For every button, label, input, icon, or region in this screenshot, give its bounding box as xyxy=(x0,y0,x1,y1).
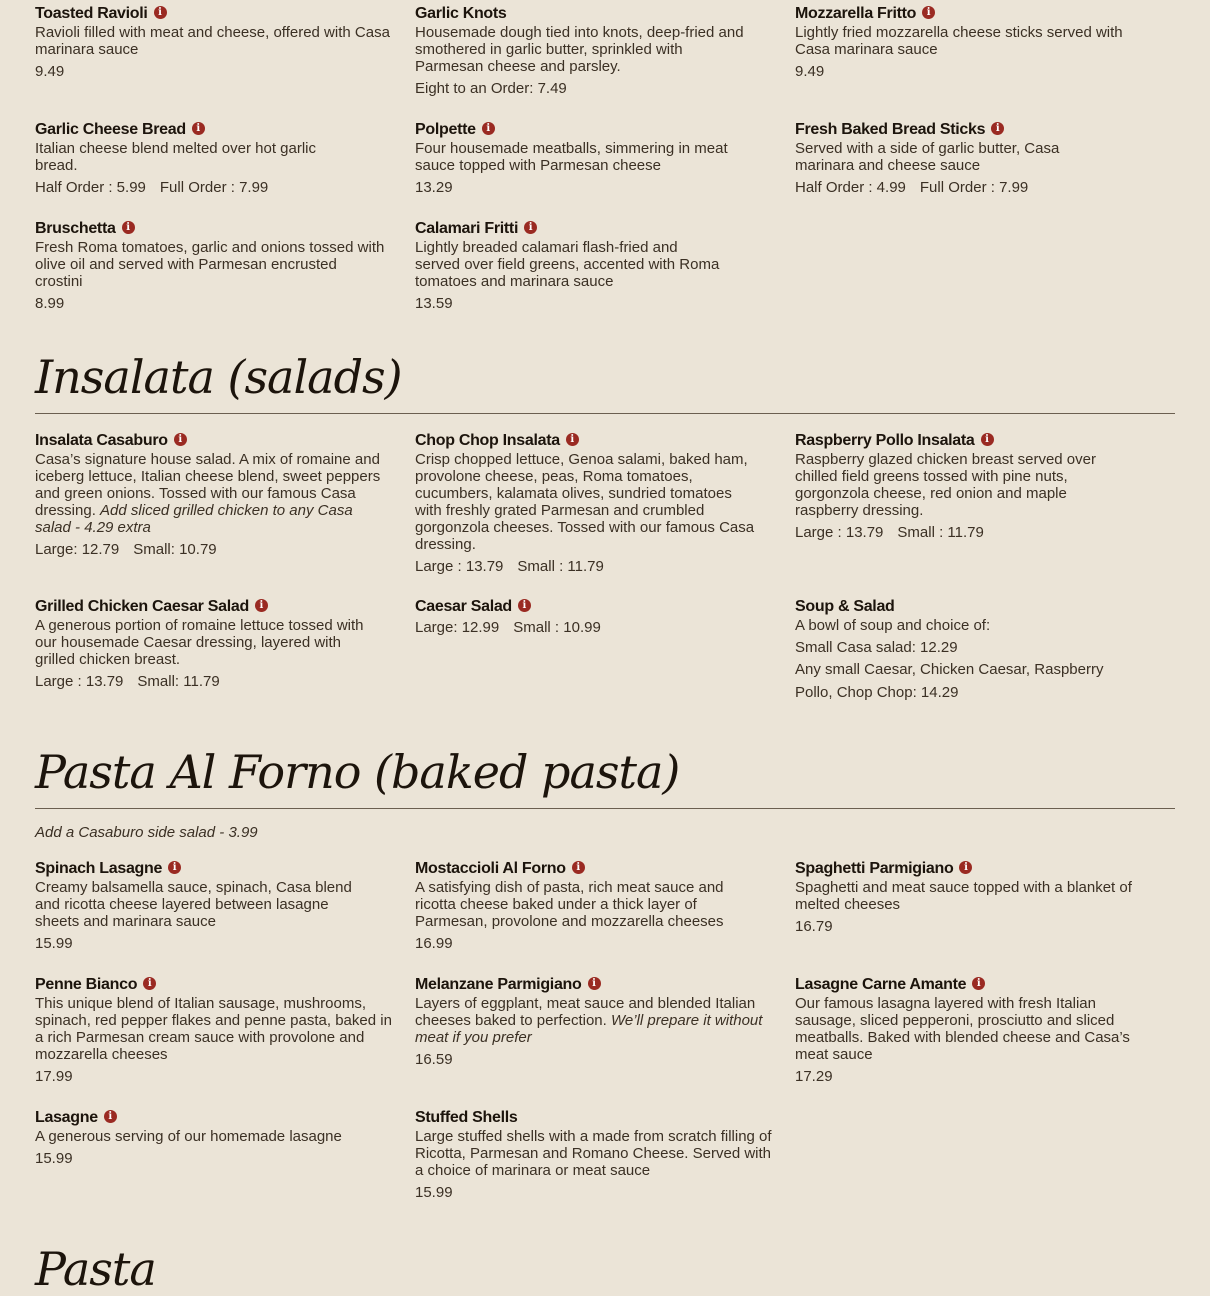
menu-item-price: 15.99 xyxy=(415,1184,453,1201)
menu-item-name[interactable]: Garlic Cheese Bread xyxy=(35,121,186,138)
menu-item xyxy=(415,121,735,196)
menu-item-price xyxy=(35,673,375,690)
info-icon[interactable]: i xyxy=(922,6,935,19)
soup-salad-option-1: Small Casa salad: 12.29 xyxy=(795,639,958,656)
section-title-baked-pasta: Pasta Al Forno (baked pasta) xyxy=(35,745,680,799)
menu-item-description: Spaghetti and meat sauce topped with a blanket of melted cheeses xyxy=(795,879,1132,913)
description-note: Add sliced grilled chicken to any Casa salad - 4.29 extra xyxy=(35,502,353,536)
info-icon[interactable]: i xyxy=(192,122,205,135)
menu-item xyxy=(795,5,1155,80)
price-half: Half Order : 4.99 xyxy=(795,179,906,196)
menu-item-description: Fresh Roma tomatoes, garlic and onions tossed with olive oil and served with Parmesan encrusted crostini xyxy=(35,239,385,290)
menu-item xyxy=(415,1109,777,1201)
menu-item-name[interactable]: Bruschetta xyxy=(35,220,116,237)
menu-item xyxy=(35,5,395,80)
menu-item-name[interactable]: Spinach Lasagne xyxy=(35,860,163,877)
menu-item-name[interactable]: Penne Bianco xyxy=(35,976,138,993)
price-small: Small : 11.79 xyxy=(517,558,604,575)
menu-item-description: Raspberry glazed chicken breast served over chilled field greens tossed with pine nuts, gorgonzola cheese, red onion and maple raspberry dressing. xyxy=(795,451,1096,519)
info-icon[interactable]: i xyxy=(572,861,585,874)
description-text: Layers of eggplant, meat sauce and blended Italian cheeses baked to perfection. xyxy=(415,995,756,1029)
price-large: Large : 13.79 xyxy=(35,673,124,690)
menu-item-name[interactable]: Lasagne Carne Amante xyxy=(795,976,967,993)
info-icon[interactable]: i xyxy=(566,433,579,446)
price-small: Small : 10.99 xyxy=(513,619,601,636)
menu-item xyxy=(415,860,760,952)
menu-item-description: Large stuffed shells with a made from scratch filling of Ricotta, Parmesan and Romano Cheese. Served with a choice of marinara or meat sauce xyxy=(415,1128,772,1179)
menu-item-price xyxy=(795,179,1095,196)
info-icon[interactable]: i xyxy=(104,1110,117,1123)
info-icon[interactable]: i xyxy=(255,599,268,612)
menu-item-price: 15.99 xyxy=(35,935,73,952)
info-icon[interactable]: i xyxy=(981,433,994,446)
info-icon[interactable]: i xyxy=(174,433,187,446)
info-icon[interactable]: i xyxy=(959,861,972,874)
menu-item xyxy=(35,121,355,196)
section-divider xyxy=(35,413,1175,414)
menu-item-description: A generous serving of our homemade lasagne xyxy=(35,1128,342,1145)
menu-item-description: A satisfying dish of pasta, rich meat sauce and ricotta cheese baked under a thick layer of Parmesan, provolone and mozzarella cheeses xyxy=(415,879,724,930)
menu-item-price: 17.29 xyxy=(795,1068,833,1085)
menu-item-description: Lightly breaded calamari flash-fried and served over field greens, accented with Roma tomatoes and marinara sauce xyxy=(415,239,720,290)
menu-item-price xyxy=(35,179,355,196)
description-text: Casa’s signature house salad. A mix of romaine and iceberg lettuce, Italian cheese blend, sweet peppers and green onions. Tossed with our famous Casa dressing. xyxy=(35,451,381,519)
menu-item xyxy=(35,860,375,952)
info-icon[interactable]: i xyxy=(524,221,537,234)
section-title-pasta: Pasta xyxy=(35,1242,156,1296)
menu-item-name[interactable]: Toasted Ravioli xyxy=(35,5,148,22)
menu-item-name[interactable]: Spaghetti Parmigiano xyxy=(795,860,954,877)
menu-item xyxy=(35,976,397,1085)
info-icon[interactable]: i xyxy=(154,6,167,19)
menu-item-name[interactable]: Mostaccioli Al Forno xyxy=(415,860,566,877)
menu-item-description: Housemade dough tied into knots, deep-fried and smothered in garlic butter, sprinkled with Parmesan cheese and parsley. xyxy=(415,24,744,75)
menu-item-description: Italian cheese blend melted over hot garlic bread. xyxy=(35,140,317,174)
price-large: Large : 13.79 xyxy=(415,558,504,575)
menu-item-price: 9.49 xyxy=(795,63,825,80)
price-large: Large: 12.79 xyxy=(35,541,120,558)
menu-item-description: Lightly fried mozzarella cheese sticks served with Casa marinara sauce xyxy=(795,24,1123,58)
menu-item-name[interactable]: Fresh Baked Bread Sticks xyxy=(795,121,986,138)
menu-item-name[interactable]: Soup & Salad xyxy=(795,598,895,615)
price-full: Full Order : 7.99 xyxy=(159,179,269,196)
menu-item-description: Four housemade meatballs, simmering in meat sauce topped with Parmesan cheese xyxy=(415,140,728,174)
menu-item-name[interactable]: Garlic Knots xyxy=(415,5,507,22)
menu-item xyxy=(795,860,1155,935)
menu-item-name[interactable]: Chop Chop Insalata xyxy=(415,432,560,449)
menu-item-name[interactable]: Caesar Salad xyxy=(415,598,512,615)
menu-item xyxy=(415,5,755,97)
info-icon[interactable]: i xyxy=(518,599,531,612)
menu-item-name[interactable]: Calamari Fritti xyxy=(415,220,519,237)
menu-item xyxy=(35,220,385,312)
menu-item-name[interactable]: Raspberry Pollo Insalata xyxy=(795,432,975,449)
menu-item-description: A bowl of soup and choice of: xyxy=(795,617,991,634)
price-large: Large: 12.99 xyxy=(415,619,500,636)
menu-item-description: Our famous lasagna layered with fresh Italian sausage, sliced pepperoni, prosciutto and sliced meatballs. Baked with blended cheese and Casa’s meat sauce xyxy=(795,995,1130,1063)
menu-item-description xyxy=(35,451,390,536)
menu-item-price: 13.59 xyxy=(415,295,453,312)
menu-item-name[interactable]: Polpette xyxy=(415,121,476,138)
menu-item-price xyxy=(415,558,760,575)
menu-item xyxy=(415,598,775,636)
menu-item xyxy=(795,598,1135,704)
section-divider xyxy=(35,808,1175,809)
menu-item-description: This unique blend of Italian sausage, mushrooms, spinach, red pepper flakes and penne pasta, baked in a rich Parmesan cream sauce with provolone and mozzarella cheeses xyxy=(35,995,392,1063)
menu-item xyxy=(795,432,1130,541)
info-icon[interactable]: i xyxy=(482,122,495,135)
price-small: Small: 11.79 xyxy=(137,673,220,690)
menu-item-price xyxy=(35,541,390,558)
menu-item-price xyxy=(795,524,1130,541)
menu-item-price: 17.99 xyxy=(35,1068,73,1085)
menu-item-price: 8.99 xyxy=(35,295,65,312)
info-icon[interactable]: i xyxy=(122,221,135,234)
menu-item-description xyxy=(415,995,777,1046)
menu-item-description: Served with a side of garlic butter, Casa marinara and cheese sauce xyxy=(795,140,1060,174)
menu-item xyxy=(35,432,390,558)
menu-item-price: Eight to an Order: 7.49 xyxy=(415,80,567,97)
section-title-salads: Insalata (salads) xyxy=(35,350,402,404)
menu-item-price xyxy=(415,619,775,636)
menu-item-price: 16.99 xyxy=(415,935,453,952)
menu-item xyxy=(795,121,1095,196)
menu-item xyxy=(415,976,777,1068)
menu-item-name[interactable]: Mozzarella Fritto xyxy=(795,5,917,22)
info-icon[interactable]: i xyxy=(143,977,156,990)
price-large: Large : 13.79 xyxy=(795,524,884,541)
menu-item-name[interactable]: Lasagne xyxy=(35,1109,98,1126)
menu-item-description: Ravioli filled with meat and cheese, offered with Casa marinara sauce xyxy=(35,24,390,58)
menu-item-name[interactable]: Stuffed Shells xyxy=(415,1109,518,1126)
info-icon[interactable]: i xyxy=(972,977,985,990)
menu-item xyxy=(35,1109,395,1167)
menu-item xyxy=(415,432,760,575)
price-small: Small : 11.79 xyxy=(897,524,984,541)
menu-item-price: 16.79 xyxy=(795,918,833,935)
menu-item-name[interactable]: Melanzane Parmigiano xyxy=(415,976,582,993)
menu-item xyxy=(35,598,375,690)
menu-item-description: Crisp chopped lettuce, Genoa salami, baked ham, provolone cheese, peas, Roma tomatoes, cucumbers, kalamata olives, sundried tomatoes with freshly grated Parmesan and crumbled gorgonzola cheeses. Tossed with our famous Casa dressing. xyxy=(415,451,755,553)
soup-salad-option-2: Any small Caesar, Chicken Caesar, Raspberry Pollo, Chop Chop: 14.29 xyxy=(795,661,1104,701)
menu-item xyxy=(795,976,1145,1085)
menu-item xyxy=(415,220,725,312)
info-icon[interactable]: i xyxy=(588,977,601,990)
menu-item-description: Creamy balsamella sauce, spinach, Casa blend and ricotta cheese layered between lasagne sheets and marinara sauce xyxy=(35,879,352,930)
menu-item-price: 13.29 xyxy=(415,179,453,196)
menu-item-price: 15.99 xyxy=(35,1150,73,1167)
price-full: Full Order : 7.99 xyxy=(919,179,1029,196)
price-half: Half Order : 5.99 xyxy=(35,179,146,196)
info-icon[interactable]: i xyxy=(168,861,181,874)
menu-item-price: 9.49 xyxy=(35,63,65,80)
menu-item-name[interactable]: Insalata Casaburo xyxy=(35,432,168,449)
menu-item-description: A generous portion of romaine lettuce tossed with our housemade Caesar dressing, layered with grilled chicken breast. xyxy=(35,617,364,668)
menu-item-name[interactable]: Grilled Chicken Caesar Salad xyxy=(35,598,249,615)
section-note: Add a Casaburo side salad - 3.99 xyxy=(35,824,258,841)
price-small: Small: 10.79 xyxy=(133,541,217,558)
description-note: We’ll prepare it without meat if you prefer xyxy=(415,1012,763,1046)
menu-item-price: 16.59 xyxy=(415,1051,453,1068)
info-icon[interactable]: i xyxy=(991,122,1004,135)
